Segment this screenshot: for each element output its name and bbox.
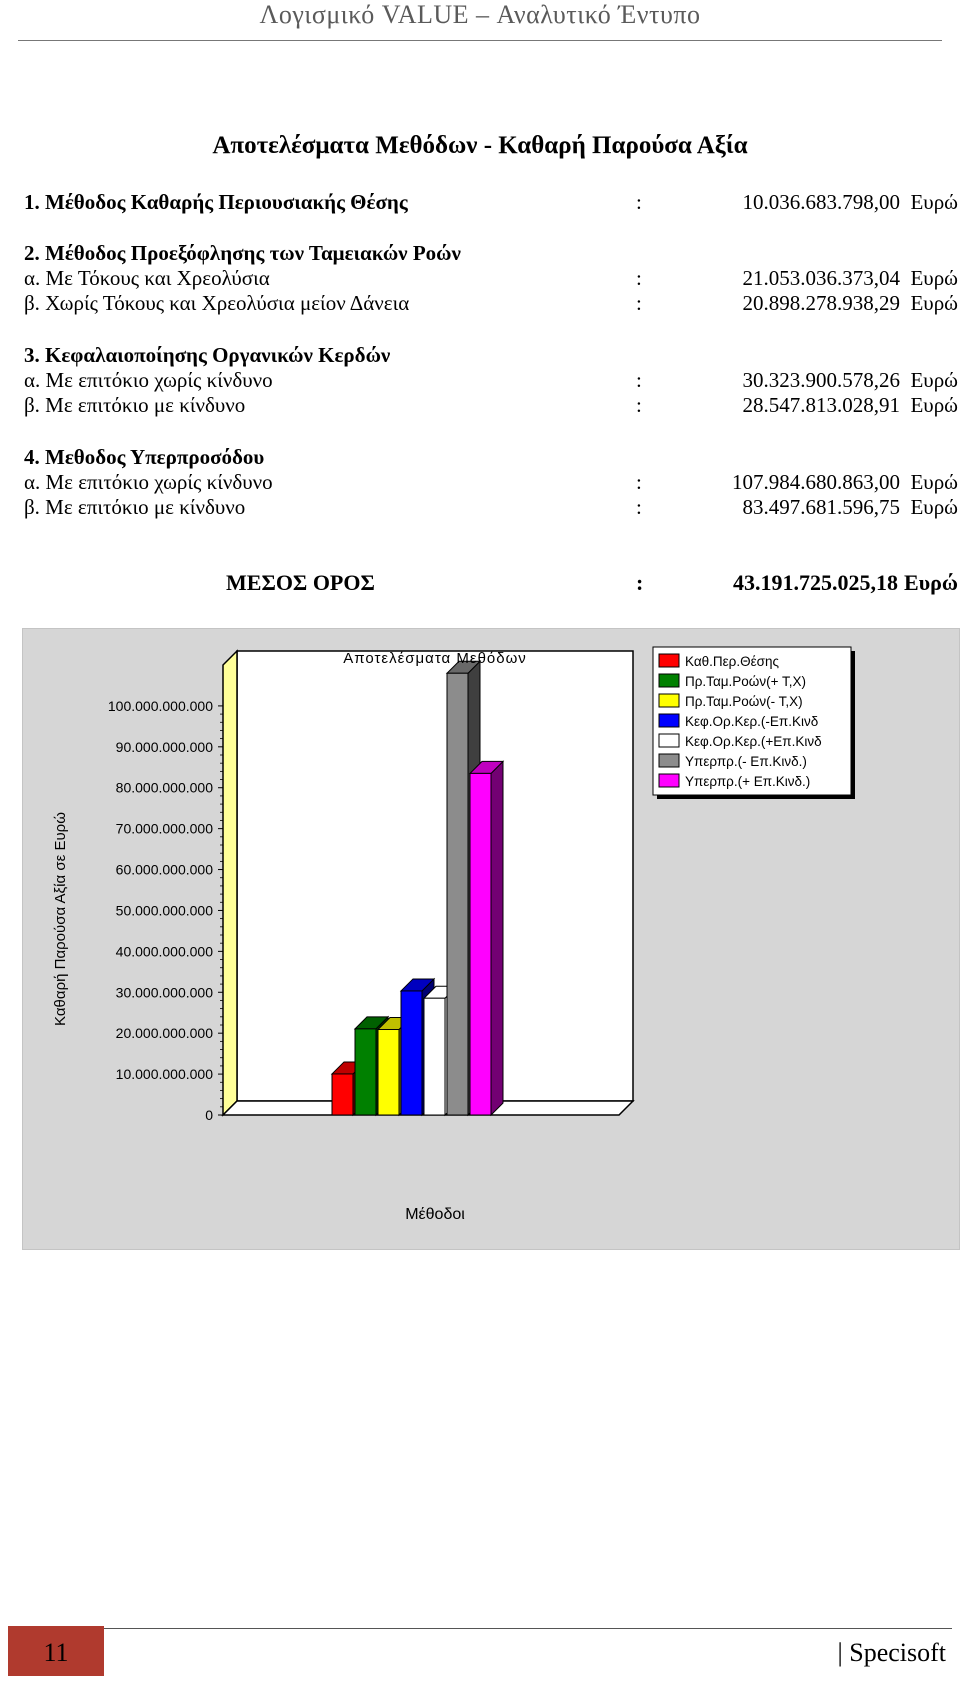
row-value: 107.984.680.863,00 <box>732 470 900 494</box>
average-label: ΜΕΣΟΣ ΟΡΟΣ <box>226 570 375 595</box>
average-value: 43.191.725.025,18 <box>733 570 898 595</box>
results-chart <box>22 628 960 1250</box>
row-colon: : <box>636 495 642 519</box>
chart-bar <box>424 998 445 1115</box>
average-row <box>0 570 960 600</box>
chart-legend-label: Πρ.Ταμ.Ροών(+ Τ,Χ) <box>685 674 806 689</box>
row-colon: : <box>636 393 642 417</box>
chart-legend-swatch <box>659 694 679 707</box>
row-unit: Ευρώ <box>910 291 958 315</box>
header-rule <box>18 40 942 41</box>
row-unit: Ευρώ <box>910 495 958 519</box>
row-value: 83.497.681.596,75 <box>742 495 900 519</box>
row-unit: Ευρώ <box>910 470 958 494</box>
chart-legend-label: Υπερπρ.(- Επ.Κινδ.) <box>685 754 807 769</box>
result-row-m4a <box>24 470 960 496</box>
footer-brand: | Specisoft <box>837 1638 946 1667</box>
result-row-m1 <box>24 190 960 216</box>
chart-y-tick-label: 40.000.000.000 <box>115 943 213 960</box>
chart-legend <box>653 647 855 799</box>
row-label: 2. Μέθοδος Προεξόφλησης των Ταμειακών Ροών <box>24 241 461 265</box>
chart-legend-swatch <box>659 674 679 687</box>
chart-y-tick-label: 60.000.000.000 <box>115 861 213 878</box>
row-colon: : <box>636 190 642 214</box>
chart-y-axis-label: Καθαρή Παρούσα Αξία σε Ευρώ <box>52 812 69 1026</box>
row-unit: Ευρώ <box>910 368 958 392</box>
chart-bar <box>378 1030 399 1115</box>
chart-y-tick-label: 30.000.000.000 <box>115 984 213 1001</box>
chart-ticks <box>108 698 223 1123</box>
chart-legend-swatch <box>659 734 679 747</box>
result-group-m2-title <box>24 241 960 267</box>
chart-legend-label: Κεφ.Ορ.Κερ.(-Επ.Κινδ <box>685 714 819 729</box>
row-unit: Ευρώ <box>910 190 958 214</box>
chart-legend-label: Κεφ.Ορ.Κερ.(+Επ.Κινδ <box>685 734 822 749</box>
chart-legend-label: Καθ.Περ.Θέσης <box>685 654 779 669</box>
result-row-m3b <box>24 393 960 419</box>
row-label: 1. Μέθοδος Καθαρής Περιουσιακής Θέσης <box>24 190 408 214</box>
result-row-m2a <box>24 266 960 292</box>
row-value: 20.898.278.938,29 <box>742 291 900 315</box>
result-group-m4-title <box>24 445 960 471</box>
chart-bar <box>355 1029 376 1115</box>
average-colon: : <box>636 570 644 595</box>
chart-bar-side <box>491 761 503 1115</box>
chart-legend-swatch <box>659 714 679 727</box>
row-unit: Ευρώ <box>910 266 958 290</box>
chart-legend-swatch <box>659 654 679 667</box>
chart-y-tick-label: 20.000.000.000 <box>115 1025 213 1042</box>
row-label: 3. Κεφαλαιοποίησης Οργανικών Κερδών <box>24 343 391 367</box>
chart-svg <box>23 629 959 1249</box>
chart-y-tick-label: 80.000.000.000 <box>115 779 213 796</box>
row-label: β. Με επιτόκιο με κίνδυνο <box>24 393 246 417</box>
chart-bar <box>447 673 468 1115</box>
chart-legend-label: Υπερπρ.(+ Επ.Κινδ.) <box>685 774 811 789</box>
chart-title: Αποτελέσματα Μεθόδων <box>343 650 527 667</box>
chart-y-tick-label: 50.000.000.000 <box>115 902 213 919</box>
row-colon: : <box>636 470 642 494</box>
row-label: α. Με επιτόκιο χωρίς κίνδυνο <box>24 470 273 494</box>
chart-legend-label: Πρ.Ταμ.Ροών(- Τ,Χ) <box>685 694 803 709</box>
page-header-title: Λογισμικό VALUE – Αναλυτικό Έντυπο <box>259 0 701 29</box>
chart-bar <box>470 773 491 1115</box>
row-label: β. Χωρίς Τόκους και Χρεολύσια μείον Δάνεια <box>24 291 410 315</box>
chart-legend-swatch <box>659 754 679 767</box>
row-label: α. Με επιτόκιο χωρίς κίνδυνο <box>24 368 273 392</box>
chart-bar <box>401 991 422 1115</box>
chart-y-tick-label: 70.000.000.000 <box>115 820 213 837</box>
chart-bar <box>332 1074 353 1115</box>
chart-y-tick-label: 100.000.000.000 <box>107 697 213 714</box>
row-value: 30.323.900.578,26 <box>742 368 900 392</box>
chart-legend-swatch <box>659 774 679 787</box>
row-colon: : <box>636 291 642 315</box>
row-value: 10.036.683.798,00 <box>742 190 900 214</box>
row-label: β. Με επιτόκιο με κίνδυνο <box>24 495 246 519</box>
chart-side-wall <box>223 651 237 1115</box>
result-row-m2b <box>24 291 960 317</box>
result-row-m3a <box>24 368 960 394</box>
footer-page-number: 11 <box>43 1638 69 1667</box>
row-unit: Ευρώ <box>910 393 958 417</box>
footer-rule <box>104 1628 952 1629</box>
average-unit: Ευρώ <box>904 570 958 595</box>
row-colon: : <box>636 266 642 290</box>
result-group-m3-title <box>24 343 960 369</box>
row-value: 21.053.036.373,04 <box>742 266 900 290</box>
chart-y-tick-label: 10.000.000.000 <box>115 1066 213 1083</box>
row-label: α. Με Τόκους και Χρεολύσια <box>24 266 270 290</box>
chart-y-tick-label: 90.000.000.000 <box>115 738 213 755</box>
result-row-m4b <box>24 495 960 521</box>
row-label: 4. Μεθοδος Υπερπροσόδου <box>24 445 265 469</box>
chart-y-tick-label: 0 <box>205 1107 213 1123</box>
row-value: 28.547.813.028,91 <box>742 393 900 417</box>
row-colon: : <box>636 368 642 392</box>
chart-x-axis-label: Μέθοδοι <box>405 1206 465 1223</box>
results-heading: Αποτελέσματα Μεθόδων - Καθαρή Παρούσα Αξία <box>212 132 748 159</box>
